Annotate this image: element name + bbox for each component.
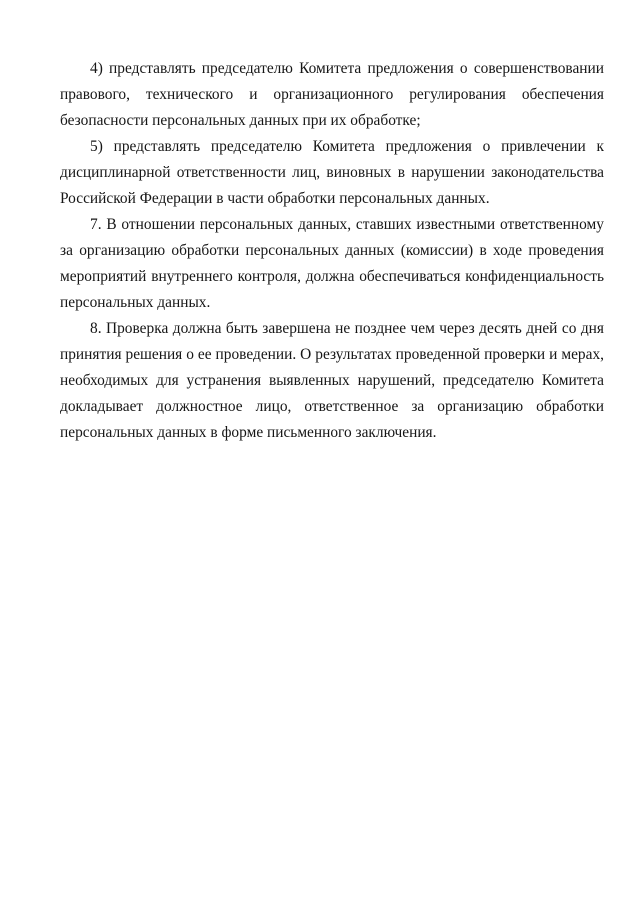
paragraph-clause-7: 7. В отношении персональных данных, ставших известными ответственному за организацию обработки персональных данных (комиссии) в ходе проведения мероприятий внутреннего контроля, должна обеспечиваться конфиденциальность персональных данных.: [60, 216, 604, 311]
paragraph-item-5: 5) представлять председателю Комитета предложения о привлечении к дисциплинарной ответственности лиц, виновных в нарушении законодательства Российской Федерации в части обработки персональных данных.: [60, 138, 604, 207]
document-body: [60, 56, 604, 446]
paragraph-clause-8: 8. Проверка должна быть завершена не позднее чем через десять дней со дня принятия решения о ее проведении. О результатах проведенной проверки и мерах, необходимых для устранения выявленных нарушений, председателю Комитета докладывает должностное лицо, ответственное за организацию обработки персональных данных в форме письменного заключения.: [60, 320, 604, 441]
paragraph-item-4: 4) представлять председателю Комитета предложения о совершенствовании правового, технического и организационного регулирования обеспечения безопасности персональных данных при их обработке;: [60, 60, 604, 129]
